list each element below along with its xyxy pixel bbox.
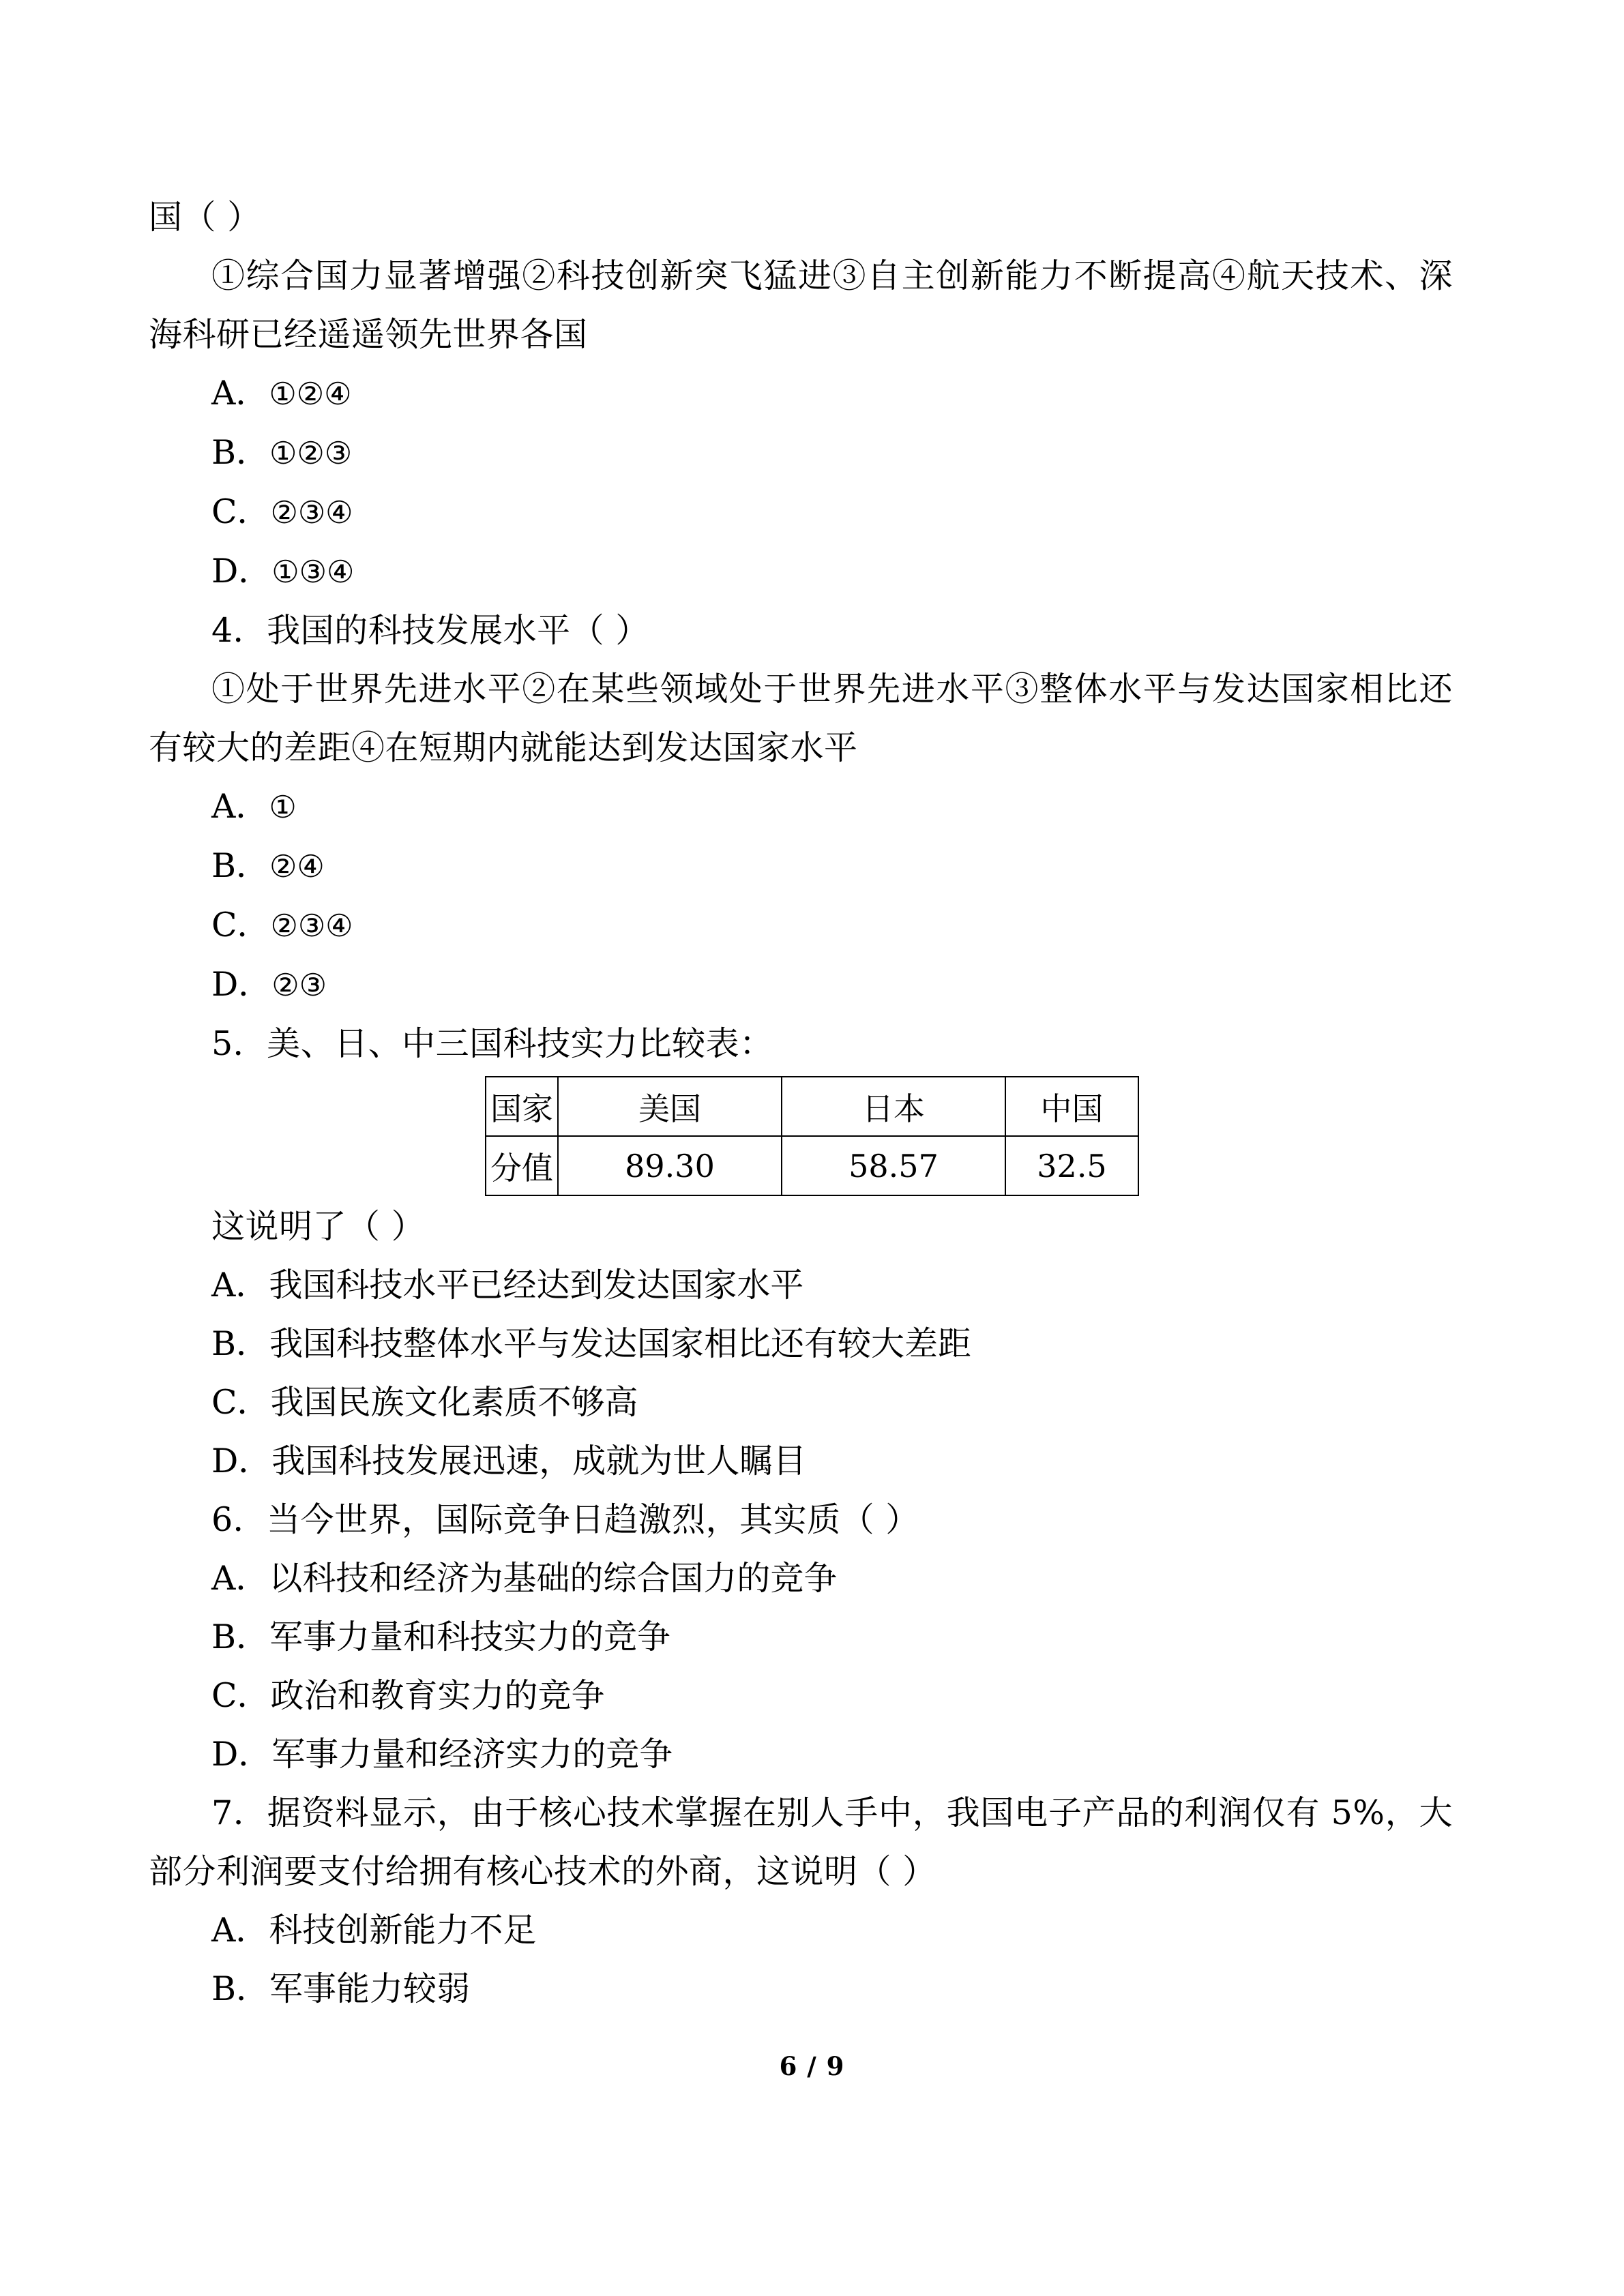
question-3-option-c[interactable] (149, 483, 1453, 542)
option-text: 军事力量和经济实力的竞争 (271, 1735, 673, 1774)
option-text: ②④ (269, 848, 325, 884)
question-4-stem: 4．我国的科技发展水平（ ） (211, 611, 649, 650)
option-text: 军事能力较弱 (269, 1969, 471, 2008)
science-strength-comparison-table (485, 1076, 1139, 1196)
option-text: ①③④ (271, 554, 355, 590)
question-3-option-a[interactable] (149, 364, 1453, 423)
option-text: 我国科技发展迅速，成就为世人瞩目 (271, 1442, 807, 1480)
question-4-option-d[interactable] (149, 955, 1453, 1015)
table-row (486, 1077, 1138, 1136)
question-4-option-a[interactable] (149, 777, 1453, 837)
option-text: ②③④ (270, 494, 353, 531)
question-7-option-a[interactable] (149, 1901, 1453, 1960)
science-strength-table-wrapper (149, 1073, 1453, 1197)
option-text: ①②③ (269, 435, 353, 471)
table-cell-country-usa: 美国 (558, 1077, 782, 1136)
question-6-option-a[interactable] (149, 1549, 1453, 1608)
question-6-option-b[interactable] (149, 1608, 1453, 1667)
question-7-option-b[interactable] (149, 1960, 1453, 2018)
option-text: ①②④ (269, 376, 352, 412)
question-3-option-d[interactable] (149, 542, 1453, 601)
question-4-option-c[interactable] (149, 896, 1453, 955)
question-4-option-b[interactable] (149, 837, 1453, 896)
option-label: A． (211, 374, 269, 413)
option-label: D． (211, 1735, 272, 1774)
option-label: B． (211, 1324, 270, 1363)
option-label: C． (211, 906, 271, 944)
question-6-option-d[interactable] (149, 1725, 1453, 1784)
option-text: 军事力量和科技实力的竞争 (269, 1617, 671, 1656)
option-label: D． (211, 1442, 272, 1480)
question-3-statements: ①综合国力显著增强②科技创新突飞猛进③自主创新能力不断提高④航天技术、深海科研已经遥遥领先世界各国 (149, 256, 1453, 354)
question-5-option-d[interactable] (149, 1432, 1453, 1491)
table-cell-country-japan: 日本 (782, 1077, 1005, 1136)
option-text: 科技创新能力不足 (269, 1911, 537, 1950)
question-6-stem: 6．当今世界，国际竞争日趋激烈，其实质（ ） (211, 1500, 919, 1539)
option-label: B． (211, 1617, 270, 1656)
option-text: 以科技和经济为基础的综合国力的竞争 (269, 1559, 838, 1598)
question-6-option-c[interactable] (149, 1667, 1453, 1725)
option-label: D． (211, 552, 272, 591)
option-label: B． (211, 846, 270, 885)
table-row (486, 1136, 1138, 1195)
question-7-stem: 7．据资料显示，由于核心技术掌握在别人手中，我国电子产品的利润仅有 5%，大部分利润要支付给拥有核心技术的外商，这说明（ ） (149, 1793, 1453, 1891)
table-cell-score-header: 分值 (486, 1136, 558, 1195)
question-5-option-a[interactable] (149, 1256, 1453, 1315)
table-cell-country-china: 中国 (1005, 1077, 1138, 1136)
question-5-option-c[interactable] (149, 1373, 1453, 1432)
table-cell-country-header: 国家 (486, 1077, 558, 1136)
option-text: ②③④ (270, 908, 353, 944)
option-label: D． (211, 965, 272, 1004)
question-3-stem-continuation: 国（ ） (149, 198, 261, 237)
option-text: 我国民族文化素质不够高 (270, 1383, 638, 1422)
option-text: 我国科技水平已经达到发达国家水平 (269, 1266, 804, 1304)
table-cell-score-usa: 89.30 (558, 1136, 782, 1195)
question-5-stem-continuation: 这说明了（ ） (211, 1207, 426, 1246)
question-5-option-b[interactable] (149, 1315, 1453, 1373)
option-label: B． (211, 433, 270, 472)
option-text: 我国科技整体水平与发达国家相比还有较大差距 (269, 1324, 972, 1363)
option-label: A． (211, 1911, 269, 1950)
option-label: B． (211, 1969, 270, 2008)
question-3-option-b[interactable] (149, 423, 1453, 483)
table-cell-score-china: 32.5 (1005, 1136, 1138, 1195)
option-label: A． (211, 1559, 269, 1598)
option-text: 政治和教育实力的竞争 (270, 1676, 605, 1715)
page-number-footer: 6 / 9 (779, 2051, 845, 2081)
option-text: ②③ (271, 967, 327, 1003)
option-text: ① (269, 789, 297, 825)
question-5-stem: 5．美、日、中三国科技实力比较表： (211, 1024, 773, 1063)
option-label: A． (211, 787, 269, 826)
table-cell-score-japan: 58.57 (782, 1136, 1005, 1195)
option-label: C． (211, 1676, 271, 1715)
question-4-statements: ①处于世界先进水平②在某些领域处于世界先进水平③整体水平与发达国家相比还有较大的差距④在短期内就能达到发达国家水平 (149, 670, 1453, 767)
option-label: A． (211, 1266, 269, 1304)
option-label: C． (211, 492, 271, 531)
option-label: C． (211, 1383, 271, 1422)
page-content (149, 188, 1453, 2018)
